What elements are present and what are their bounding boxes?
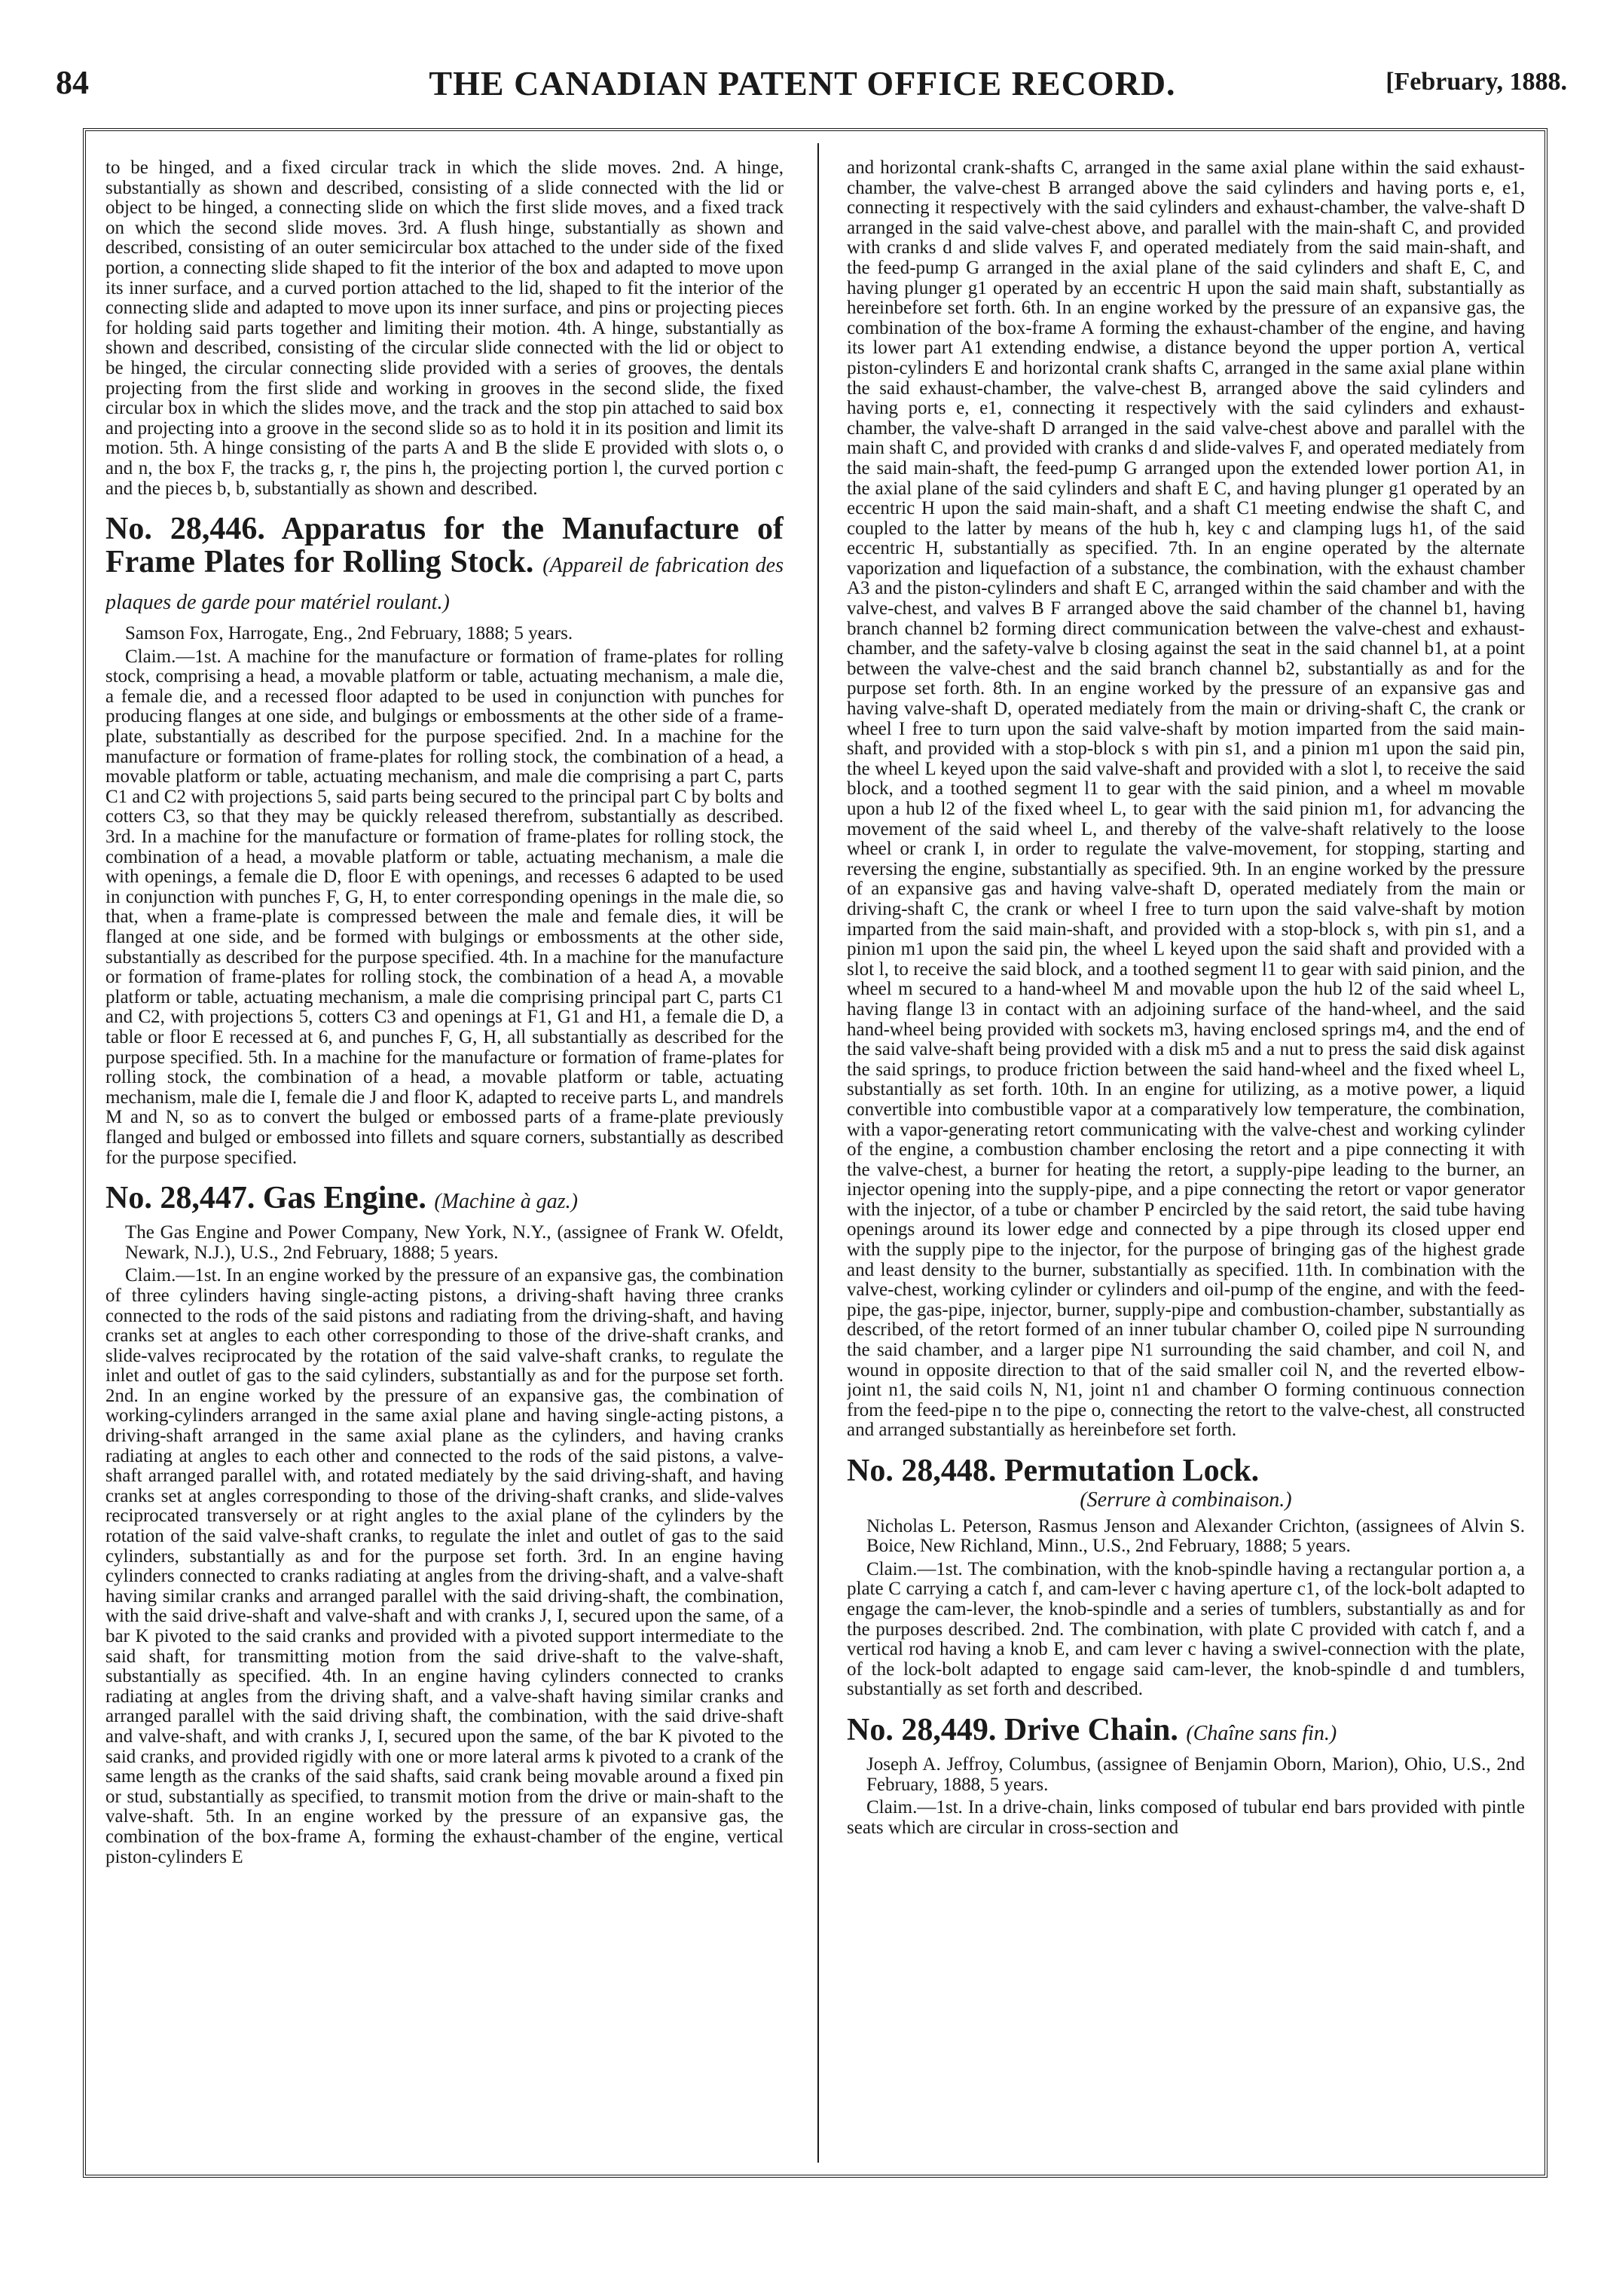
- issue-date: [February, 1888.: [1386, 68, 1567, 96]
- left-column: [105, 158, 784, 2163]
- page-header: [38, 63, 1567, 116]
- page-number: 84: [56, 64, 89, 101]
- patent-claim: Claim.—1st. A machine for the manufacture or formation of frame-plates for rolling stock, comprising a head, a movable platform or table, actuating mechanism, a male die, a female die, and a recessed floor adapted to be used in conjunction with punches for producing flanges at one side, and bulgings or embossments at the other side of a frame-plate, substantially as described for the purpose specified. 2nd. In a machine for the manufacture or formation of frame-plates for rolling stock, the combination of a head, a movable platform or table, actuating mechanism, and male die comprising a part C, parts C1 and C2 with projections 5, said parts being secured to the principal part C by bolts and cotters C3, so that they may be quickly released therefrom, substantially as described. 3rd. In a machine for the manufacture or formation of frame-plates for rolling stock, the combination of a head, a movable platform or table, actuating mechanism, a male die with openings, a female die D, floor E with openings, and recesses 6 adapted to be used in conjunction with punches F, G, H, to enter corresponding openings in the male die, so that, when a frame-plate is compressed between the male and female dies, it will be flanged at one side, and be formed with bulgings or embossments at the other side, substantially as described for the purpose specified. 4th. In a machine for the manufacture or formation of frame-plates for rolling stock, the combination of a head A, a movable platform or table, actuating mechanism, a male die comprising principal part C, parts C1 and C2, with projections 5, cotters C3 and openings at F1, G1 and H1, a female die D, a table or floor E recessed at 6, and punches F, G, H, all substantially as described for the purpose specified. 5th. In a machine for the manufacture or formation of frame-plates for rolling stock, the combination of a head, a movable platform or table, actuating mechanism, male die I, female die J and floor K, adapted to receive parts L, and mandrels M and N, so as to convert the bulged or embossed parts of a frame-plate previously flanged and bulged or embossed into fillets and square corners, substantially as described for the purpose specified.: [105, 646, 784, 1168]
- patent-number: No. 28,448.: [847, 1454, 997, 1488]
- patent-entry-28449: [847, 1714, 1525, 1838]
- patent-title: Gas Engine.: [262, 1181, 426, 1216]
- patent-owner: Samson Fox, Harrogate, Eng., 2nd February, 1888; 5 years.: [125, 623, 573, 644]
- patent-title: Drive Chain.: [1004, 1712, 1178, 1747]
- patent-french-title: (Appareil de fabrication des plaques de garde pour matériel roulant.): [105, 554, 784, 615]
- patent-heading: [847, 1454, 1525, 1487]
- patent-number: No. 28,447.: [105, 1181, 255, 1216]
- patent-heading: [105, 512, 784, 619]
- continuation-text: to be hinged, and a fixed circular track in which the slide moves. 2nd. A hinge, substantially as shown and described, consisting of a slide connected with the lid or object to be hinged, a connecting slide on which the first slide moves, and a fixed track on which the second slide moves. 3rd. A flush hinge, substantially as shown and described, consisting of an outer semicircular box attached to the under side of the fixed portion, a connecting slide shaped to fit the interior of the box and adapted to move upon its inner surface, and a curved portion attached to the lid, shaped to fit the interior of the connecting slide and adapted to move upon its inner surface, and pins or projecting pieces for holding said parts together and limiting their motion. 4th. A hinge, substantially as shown and described, consisting of the circular slide connected with the lid or object to be hinged, the circular connecting slide provided with a series of grooves, the dentals projecting from the first slide and working in grooves in the second slide, the fixed circular box in which the slides move, and the track and the stop pin attached to said box and projecting into a groove in the second slide so as to hold it in its position and limit its motion. 5th. A hinge consisting of the parts A and B the slide E provided with slots o, o and n, the box F, the tracks g, r, the pins h, the projecting portion l, the curved portion c and the pieces b, b, substantially as shown and described.: [105, 158, 784, 499]
- patent-title: Permutation Lock.: [1004, 1454, 1260, 1488]
- journal-title: THE CANADIAN PATENT OFFICE RECORD.: [429, 64, 1176, 102]
- patent-owner: Joseph A. Jeffroy, Columbus, (assignee of Benjamin Oborn, Marion), Ohio, U.S., 2nd February, 1888, 5 years.: [866, 1753, 1525, 1795]
- patent-entry-28448: [847, 1454, 1525, 1700]
- patent-number: No. 28,449.: [847, 1712, 997, 1747]
- patent-heading: [105, 1182, 784, 1218]
- right-column: [847, 158, 1525, 2163]
- patent-owner: The Gas Engine and Power Company, New York, N.Y., (assignee of Frank W. Ofeldt, Newark, N.J.), U.S., 2nd February, 1888; 5 years.: [125, 1222, 784, 1263]
- patent-french-title: (Chaîne sans fin.): [1186, 1721, 1337, 1745]
- patent-heading: [847, 1714, 1525, 1750]
- patent-entry-28447: [105, 1182, 784, 1867]
- column-divider: [817, 143, 819, 2163]
- patent-french-title: (Serrure à combinaison.): [1080, 1488, 1292, 1512]
- patent-french-title: (Machine à gaz.): [434, 1190, 578, 1214]
- patent-claim: Claim.—1st. The combination, with the knob-spindle having a rectangular portion a, a plate C carrying a catch f, and cam-lever c having aperture c1, of the lock-bolt adapted to engage the cam-lever, the knob-spindle and a series of tumblers, substantially as and for the purposes described. 2nd. The combination, with plate C provided with catch f, and a vertical rod having a knob E, and cam lever c having a swivel-connection with the plate, of the lock-bolt adapted to engage said cam-lever, the knob-spindle d and tumblers, substantially as set forth and described.: [847, 1558, 1525, 1700]
- patent-claim: Claim.—1st. In a drive-chain, links composed of tubular end bars provided with pintle seats which are circular in cross-section and: [847, 1797, 1525, 1838]
- patent-title: Apparatus for the Manufacture of Frame Plates for Rolling Stock.: [105, 512, 784, 580]
- continuation-text: and horizontal crank-shafts C, arranged in the same axial plane within the said exhaust-chamber, the valve-chest B arranged above the said cylinders and having ports e, e1, connecting it respectively with the said cylinders and exhaust-chamber, the valve-shaft D arranged in the said valve-chest above, and parallel with the main-shaft C, and provided with cranks d and slide valves F, and operated mediately from the said main-shaft, and the feed-pump G arranged in the axial plane of the said cylinders and shaft E, C, and having plunger g1 operated by an eccentric H upon the said main shaft, substantially as hereinbefore set forth. 6th. In an engine worked by the pressure of an expansive gas, the combination of the box-frame A forming the exhaust-chamber of the engine, and having its lower part A1 extending endwise, a distance beyond the upper portion A, vertical piston-cylinders E and horizontal crank shafts C, arranged in the same axial plane within the said exhaust-chamber, the valve-chest B, arranged above the said cylinders and having ports e, e1, connecting it respectively with the said cylinders and exhaust-chamber, the valve-shaft D arranged in the said valve-chest above and parallel with the main shaft C, and provided with cranks d and slide-valves F, and operated mediately from the said main-shaft, the feed-pump G arranged upon the extended lower portion A1, in the axial plane of the said cylinders and shaft E C, and having plunger g1 operated by an eccentric H upon the said main-shaft, and a shaft C1 meeting endwise the shaft C, and coupled to the latter by means of the hub h, key c and clamping lugs h1, of the said eccentric H, substantially as specified. 7th. In an engine operated by the alternate vaporization and liquefaction of a substance, the combination, with the exhaust chamber A3 and the piston-cylinders and shaft E C, arranged within the said chamber and with the valve-chest, and valves B F arranged above the said chamber of the channel b1, having branch channel b2 forming direct communication between the valve-chest and exhaust-chamber, and the safety-valve b closing against the seat in the said channel b1, at a point between the valve-chest and the said branch channel b2, substantially as and for the purpose set forth. 8th. In an engine worked by the pressure of an expansive gas and having valve-shaft D, operated mediately from the main or driving-shaft C, the crank or wheel I free to turn upon the said valve-shaft by motion imparted from the said main-shaft, and provided with a stop-block s with pin s1, and a pinion m1 upon the said pin, the wheel L keyed upon the said valve-shaft and provided with a slot l, to receive the said block, and a toothed segment l1 to gear with the said pinion, and a wheel m movable upon a hub l2 of the fixed wheel L, to gear with the said pinion m1, for advancing the movement of the said wheel L, and thereby of the valve-shaft relatively to the loose wheel or crank I, in order to regulate the valve-movement, for stopping, starting and reversing the engine, substantially as specified. 9th. In an engine worked by the pressure of an expansive gas and having valve-shaft D, operated mediately from the main or driving-shaft C, the crank or wheel I free to turn upon the said valve-shaft by motion imparted from the said main-shaft, and provided with a stop-block s, with pin s1, and a pinion m1 upon the said pin, the wheel L keyed upon the said shaft and provided with a slot l, to receive the said block, and a toothed segment l1 to gear with said pinion, and the wheel m secured to a hand-wheel M and movable upon the hub l2 of the said wheel L, having flange l3 in contact with an adjoining surface of the hand-wheel, and the said hand-wheel being provided with sockets m3, having enclosed springs m4, and the end of the said valve-shaft being provided with a disk m5 and a nut to press the said disk against the said springs, to produce friction between the said hand-wheel and the fixed wheel L, substantially as set forth. 10th. In an engine for utilizing, as a motive power, a liquid convertible into combustible vapor at a comparatively low temperature, the combination, with a vapor-generating retort communicating with the valve-chest and working cylinder of the engine, a combustion chamber enclosing the retort and a pipe connecting it with the valve-chest, a burner for heating the retort, a supply-pipe leading to the burner, an injector opening into the supply-pipe, and a pipe connecting the retort or vapor generator with the injector, of a tube or chamber P encircled by the said retort, the said tube having openings around its lower edge and connected by a pipe through its closed upper end with the supply pipe to the injector, for the purpose of bringing gas of the highest grade and least density to the burner, substantially as specified. 11th. In combination with the valve-chest, working cylinder or cylinders and oil-pump of the engine, and with the feed-pipe, the gas-pipe, injector, burner, supply-pipe and combustion-chamber, substantially as described, of the retort formed of an inner tubular chamber O, coiled pipe N surrounding the said chamber, and a larger pipe N1 surrounding the said chamber, and coil N, and wound in opposite direction to that of the said smaller coil N, and the reverted elbow-joint n1, the said coils N, N1, joint n1 and chamber O forming continuous connection from the feed-pipe n to the pipe o, connecting the retort to the valve-chest, all constructed and arranged substantially as hereinbefore set forth.: [847, 158, 1525, 1441]
- patent-entry-28446: [105, 512, 784, 1168]
- patent-owner: Nicholas L. Peterson, Rasmus Jenson and Alexander Crichton, (assignees of Alvin S. Boice, New Richland, Minn., U.S., 2nd February, 1888; 5 years.: [866, 1515, 1525, 1557]
- patent-claim: Claim.—1st. In an engine worked by the pressure of an expansive gas, the combination of three cylinders having single-acting pistons, a driving-shaft having three cranks connected to the rods of the said pistons and radiating from the driving-shaft, and having cranks set at angles to each other corresponding to those of the drive-shaft cranks, and slide-valves reciprocated by the rotation of the said valve-shaft cranks, to regulate the inlet and outlet of gas to the said cylinders, substantially as and for the purpose set forth. 2nd. In an engine worked by the pressure of an expansive gas, the combination of working-cylinders arranged in the same axial plane and having single-acting pistons, a driving-shaft arranged in the same axial plane as the cylinders, and having cranks radiating at angles to each other and connected to the rods of the said pistons, a valve-shaft arranged parallel with, and rotated mediately by the said driving-shaft, and having cranks set at angles corresponding to those of the driving-shaft cranks, and slide-valves reciprocated transversely or at right angles to the axial plane of the cylinders by the rotation of the said valve-shaft cranks, to regulate the inlet and outlet of gas to the said cylinders, substantially as and for the purpose set forth. 3rd. In an engine having cylinders connected to cranks radiating at angles from the driving-shaft, and a valve-shaft having similar cranks and arranged parallel with the said driving-shaft, the combination, with the said drive-shaft and valve-shaft and with cranks J, I, secured upon the same, of a bar K pivoted to the said cranks and provided with a pivoted support intermediate to the said shaft, for transmitting motion from the said drive-shaft to the valve-shaft, substantially as specified. 4th. In an engine having cylinders connected to cranks radiating at angles from the driving shaft, and a valve-shaft having similar cranks and arranged parallel with the said driving shaft, the combination, with the said drive-shaft and valve-shaft, and with cranks J, I, secured upon the same, of the bar K pivoted to the said cranks, and provided rigidly with one or more lateral arms k pivoted to a crank of the same length as the cranks of the said shafts, said crank being movable around a fixed pin or stud, substantially as specified, to transmit motion from the drive or main-shaft to the valve-shaft. 5th. In an engine worked by the pressure of an expansive gas, the combination of the box-frame A, forming the exhaust-chamber of the engine, vertical piston-cylinders E: [105, 1265, 784, 1867]
- patent-number: No. 28,446.: [105, 512, 265, 547]
